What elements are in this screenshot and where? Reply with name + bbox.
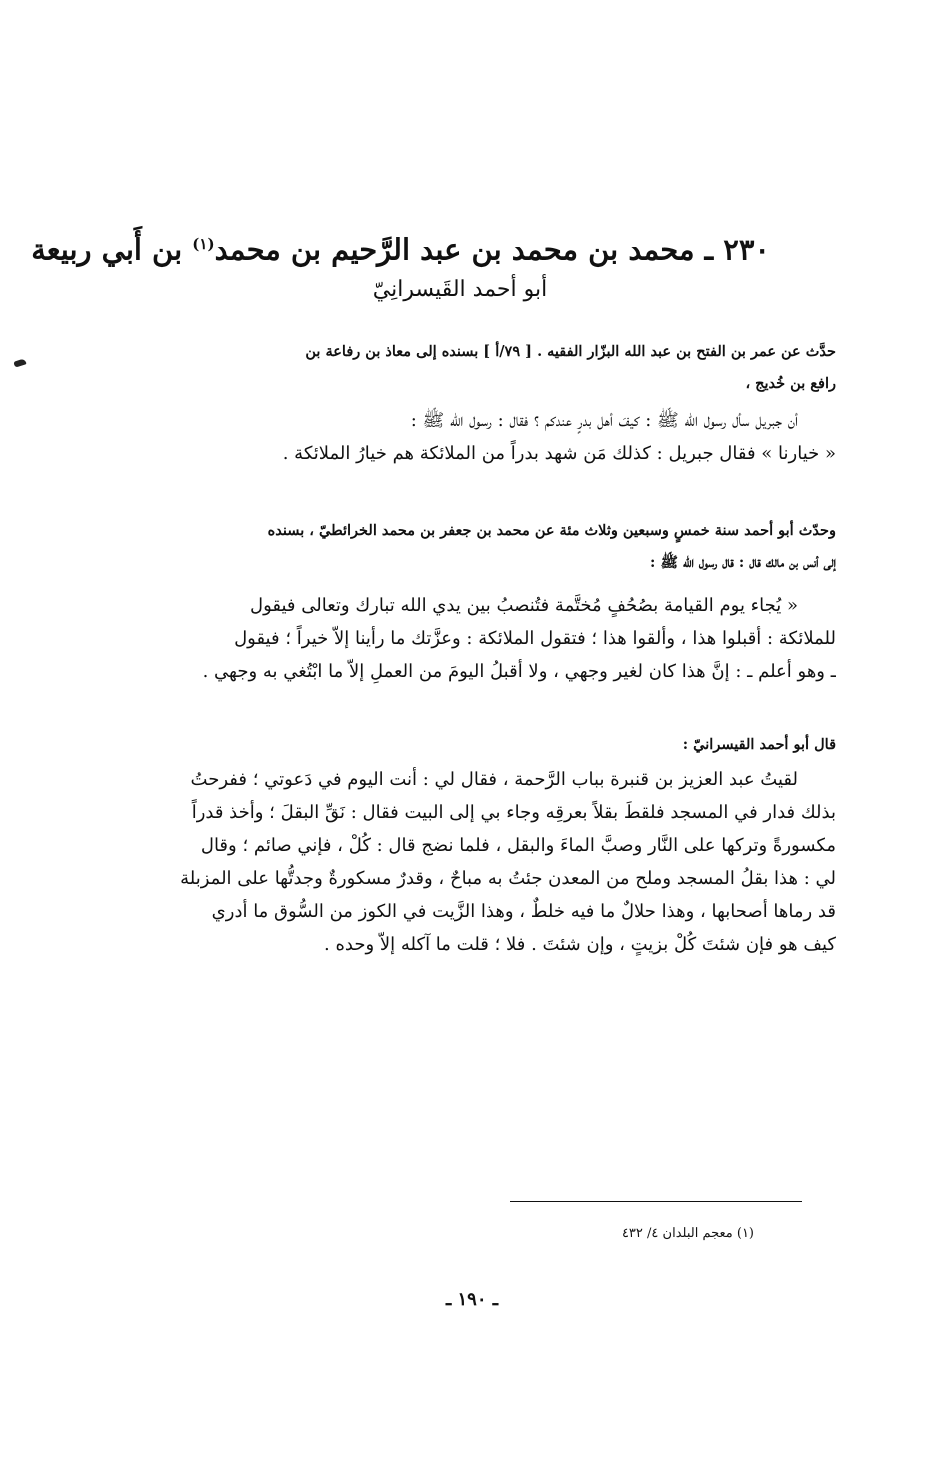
scan-mark <box>13 358 26 367</box>
story-line: كيف هو فإن شئتَ كُلْ بزيتٍ ، وإن شئتَ . فلا ؛ قلت ما آكله إلاّ وحده . <box>324 934 836 955</box>
isnad-line: وحدّث أبو أحمد سنة خمسٍ وسبعين وثلاث مئة عن محمد بن جعفر بن محمد الخرائطيّ ، بسنده <box>267 522 836 539</box>
story-line: لي : هذا بقلُ المسجد وملح من المعدن جئتُ به مباحٌ ، وقدرٌ مسكورةٌ وجدتُّها على المزبلة <box>180 868 836 889</box>
matn-line: للملائكة : أقبلوا هذا ، وألقوا هذا ؛ فتقول الملائكة : وعزَّتك ما رأينا إلاّ خيراً ؛ فيقول <box>234 628 836 649</box>
story-intro <box>136 729 836 761</box>
isnad-line: إلى أنس بن مالك قال : قال رسول الله ﷺ : <box>650 554 836 571</box>
hadith-1-text <box>136 404 836 470</box>
story-text <box>136 763 836 961</box>
page-number: ـ ١٩٠ ـ <box>445 1289 499 1310</box>
footnote: (١) معجم البلدان ٤/ ٤٣٢ <box>621 1226 754 1241</box>
entry-title-text: ٢٣٠ ـ محمد بن محمد بن عبد الرَّحيم بن محمد <box>214 232 770 267</box>
story-line: مكسورةً وتركها على النَّار وصبَّ الماءَ والبقل ، فلما نضج قال : كُلْ ، فإني صائم ؛ وقال <box>200 835 836 856</box>
matn-line: « خيارنا » فقال جبريل : كذلك مَن شهد بدراً من الملائكة هم خيارُ الملائكة . <box>282 443 836 464</box>
isnad-line: حدَّث عن عمر بن الفتح بن عبد الله البزّار الفقيه . [ ٧٩/أ ] بسنده إلى معاذ بن رفاعة بن <box>305 343 836 360</box>
story-line: قد رماها أصحابها ، وهذا حلالٌ ما فيه خلطٌ ، وهذا الزَّيت في الكوز من السُّوق ما أدري <box>211 901 836 922</box>
isnad-line: رافع بن خُديج ، <box>745 375 836 392</box>
hadith-1-isnad <box>136 336 836 400</box>
story-line: بذلك فدار في المسجد فلقطَ بقلاً بعرقِه وجاء بي إلى البيت فقال : نَقِّ البقلَ ؛ وأخذ قدراً <box>191 802 836 823</box>
matn-line: « يُجاء يوم القيامة بصُحُفٍ مُختَّمة فتُنصبُ بين يدي الله تبارك وتعالى فيقول <box>250 595 798 616</box>
entry-subtitle: أبو أحمد القَيسرانِيّ <box>372 277 548 302</box>
entry-title-tail: بن أَبي ربيعة <box>31 232 193 267</box>
hadith-2-isnad <box>136 515 836 579</box>
footnote-reference: (١) <box>192 235 215 253</box>
story-line: لقيتُ عبد العزيز بن قنبرة بباب الرَّحمة ، فقال لي : أنت اليوم في دَعوتي ؛ ففرحتُ <box>190 769 798 790</box>
footnote-divider <box>510 1201 802 1202</box>
story-intro-line: قال أبو أحمد القيسرانيّ : <box>682 736 836 753</box>
entry-title <box>31 222 770 272</box>
matn-line: أن جبريل سأل رسول الله ﷺ : كيفَ أهل بدرٍ عندكم ؟ فقال : رسول الله ﷺ : <box>410 410 798 431</box>
matn-line: ـ وهو أعلم ـ : إنَّ هذا كان لغير وجهي ، ولا أقبلُ اليومَ من العملِ إلاّ ما ابْتُغي به وجهي . <box>202 661 836 682</box>
hadith-2-text <box>136 589 836 688</box>
